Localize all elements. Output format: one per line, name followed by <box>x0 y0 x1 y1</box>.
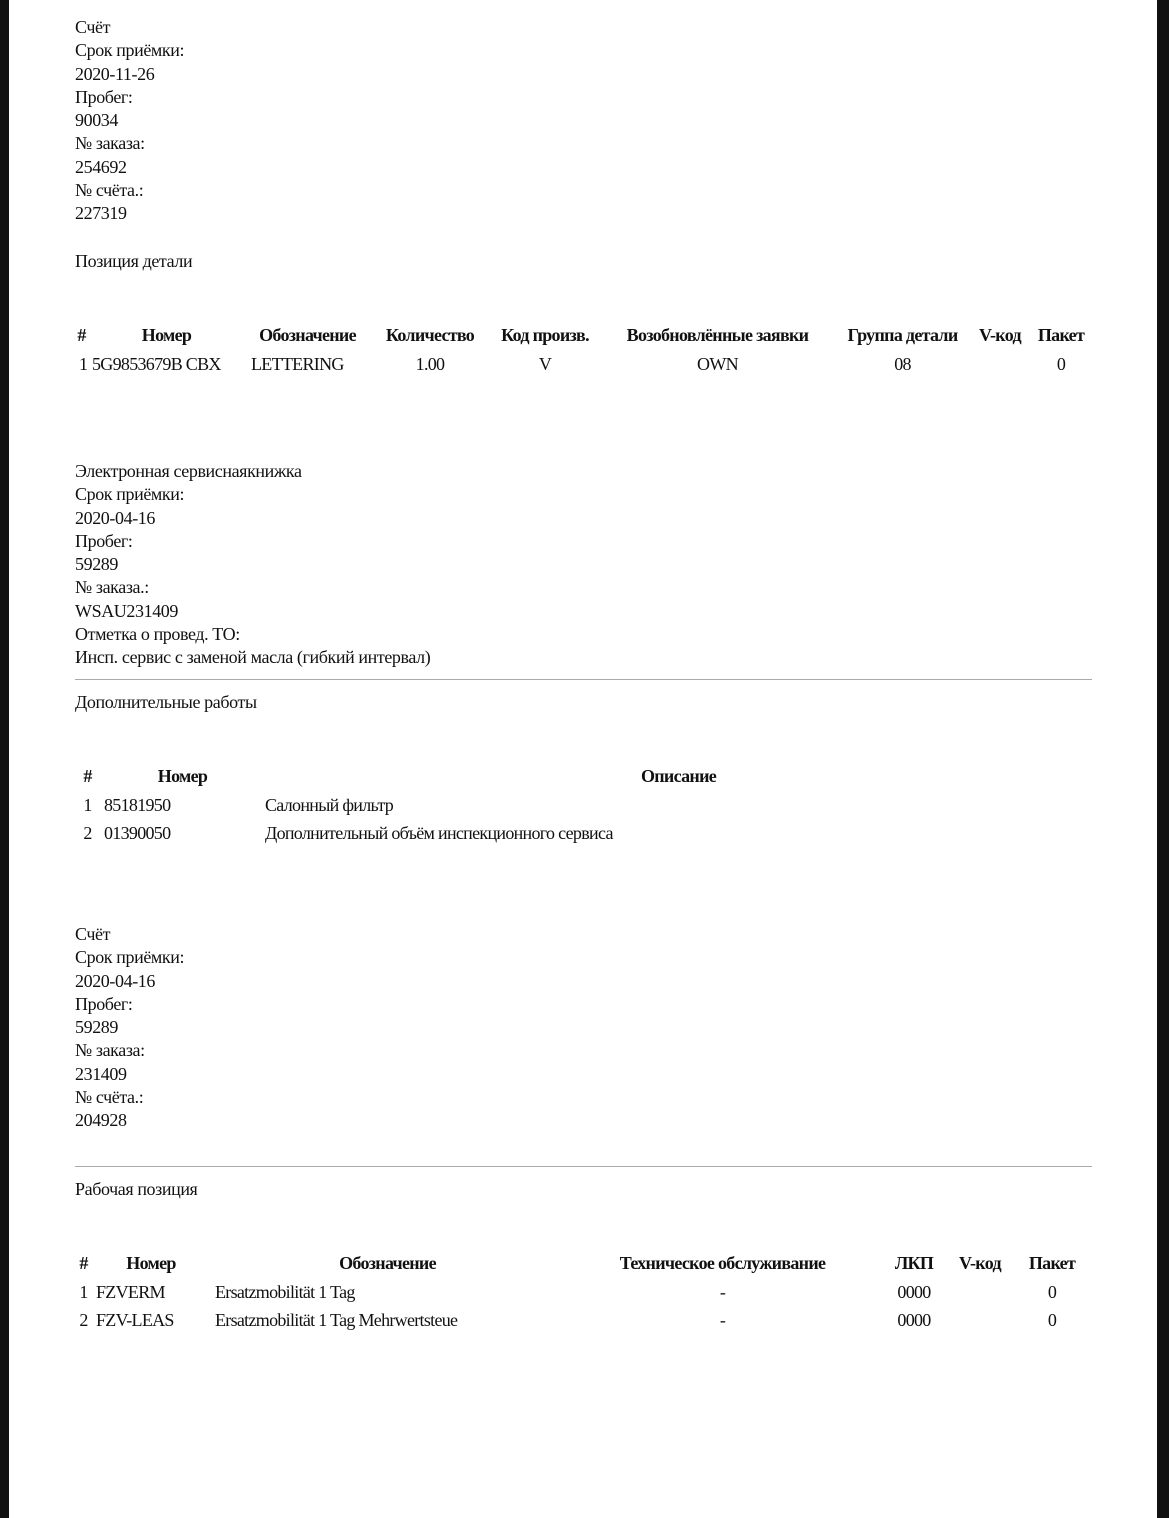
cell: - <box>719 1281 726 1302</box>
cell: 2 <box>79 1310 88 1331</box>
field-value: 204928 <box>75 1110 127 1131</box>
table-header-row <box>75 762 1092 791</box>
col-header: Описание <box>640 766 717 786</box>
cell: 2 <box>83 823 92 844</box>
cell: OWN <box>697 353 738 374</box>
cell: 1 <box>79 1281 88 1302</box>
col-header: Количество <box>385 325 475 345</box>
cell: 0 <box>1056 353 1066 374</box>
cell: 1.00 <box>415 353 445 374</box>
col-header: # <box>77 325 86 345</box>
field-label: № заказа: <box>75 133 145 154</box>
labor-table <box>75 1249 1092 1335</box>
field-value: 2020-04-16 <box>75 507 155 528</box>
invoice-1-info <box>75 16 184 226</box>
field-value: 59289 <box>75 554 119 575</box>
service-book-info <box>75 460 430 670</box>
cell <box>948 1278 1012 1307</box>
table-row <box>75 1278 1092 1307</box>
cell: 0000 <box>897 1281 931 1302</box>
field-label: № заказа: <box>75 1040 145 1061</box>
parts-table <box>75 321 1092 379</box>
field-label: Пробег: <box>75 86 133 107</box>
field-label: Отметка о провед. ТО: <box>75 624 240 645</box>
field-value: 2020-11-26 <box>75 63 155 84</box>
section-title: Счёт <box>75 17 111 37</box>
cell: Салонный фильтр <box>265 794 394 815</box>
table-row <box>75 1307 1092 1336</box>
field-label: Срок приёмки: <box>75 40 185 61</box>
table-row <box>75 791 1092 820</box>
additional-work-table <box>75 762 1092 848</box>
cell: LETTERING <box>251 353 344 374</box>
field-label: Срок приёмки: <box>75 947 185 968</box>
cell: - <box>719 1310 726 1331</box>
invoice-2-info <box>75 923 184 1133</box>
field-value: 254692 <box>75 156 127 177</box>
section-subtitle: Дополнительные работы <box>75 692 257 712</box>
section-title: Электронная сервиснаякнижка <box>75 461 302 481</box>
section-title: Счёт <box>75 924 111 944</box>
divider <box>75 679 1092 680</box>
field-value: WSAU231409 <box>75 600 178 621</box>
cell: V <box>538 353 552 374</box>
section-subtitle: Рабочая позиция <box>75 1179 198 1199</box>
field-value: 59289 <box>75 1017 119 1038</box>
table-header-row <box>75 1249 1092 1278</box>
field-label: № заказа.: <box>75 577 149 598</box>
field-value: 231409 <box>75 1063 127 1084</box>
cell <box>948 1307 1012 1336</box>
table-row <box>75 820 1092 849</box>
cell: 0 <box>1047 1310 1057 1331</box>
divider <box>75 1166 1092 1167</box>
col-header: V-код <box>979 325 1021 345</box>
col-header: Пакет <box>1028 1253 1076 1273</box>
cell: Ersatzmobilität 1 Tag <box>215 1281 355 1302</box>
cell <box>970 350 1030 379</box>
field-label: № счёта.: <box>75 180 144 201</box>
cell: 0 <box>1047 1281 1057 1302</box>
field-value: 227319 <box>75 203 127 224</box>
section-subtitle: Позиция детали <box>75 251 193 271</box>
col-header: Номер <box>126 1253 176 1273</box>
field-label: Пробег: <box>75 530 133 551</box>
col-header: Обозначение <box>339 1253 436 1273</box>
table-row <box>75 350 1092 379</box>
col-header: Возобновлённые заявки <box>626 325 809 345</box>
col-header: Номер <box>141 325 192 345</box>
cell: 85181950 <box>104 794 171 815</box>
field-label: Пробег: <box>75 993 133 1014</box>
field-value: Инсп. сервис с заменой масла (гибкий интервал) <box>75 647 431 668</box>
window-edge-left <box>0 0 9 1518</box>
col-header: # <box>83 766 92 786</box>
col-header: ЛКП <box>894 1253 934 1273</box>
cell: 01390050 <box>104 823 171 844</box>
cell: FZV-LEAS <box>96 1310 174 1331</box>
col-header: Обозначение <box>259 325 356 345</box>
col-header: Код произв. <box>501 325 589 345</box>
cell: 1 <box>79 353 88 374</box>
table-header-row <box>75 321 1092 350</box>
cell: 1 <box>83 794 92 815</box>
scrollbar[interactable] <box>1157 0 1169 1518</box>
field-label: № счёта.: <box>75 1087 144 1108</box>
cell: 0000 <box>897 1310 931 1331</box>
field-label: Срок приёмки: <box>75 484 185 505</box>
cell: Дополнительный объём инспекционного сервиса <box>265 823 613 844</box>
col-header: Техническое обслуживание <box>619 1253 826 1273</box>
cell: FZVERM <box>96 1281 165 1302</box>
cell: 5G9853679B CBX <box>92 353 221 374</box>
col-header: Группа детали <box>847 325 958 345</box>
col-header: # <box>79 1253 88 1273</box>
field-value: 2020-04-16 <box>75 970 155 991</box>
cell: 08 <box>894 353 911 374</box>
col-header: Номер <box>157 766 208 786</box>
col-header: Пакет <box>1037 325 1085 345</box>
col-header: V-код <box>959 1253 1001 1273</box>
field-value: 90034 <box>75 110 119 131</box>
cell: Ersatzmobilität 1 Tag Mehrwertsteue <box>215 1310 458 1331</box>
